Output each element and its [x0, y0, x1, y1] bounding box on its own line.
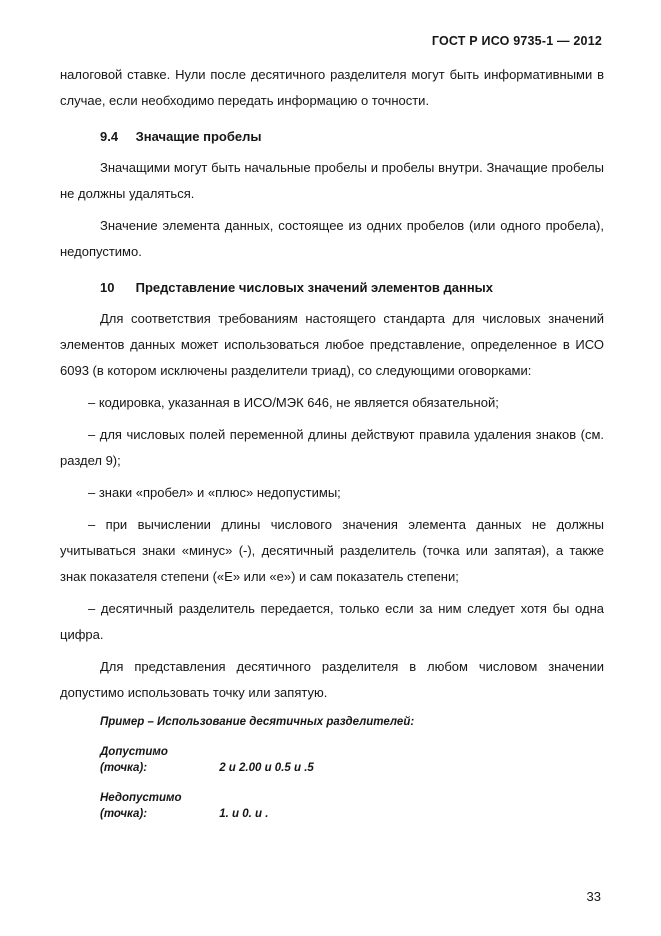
paragraph-decimal-representation: Для представления десятичного разделителя в любом числовом значении допустимо использовать точку или запятую. — [60, 659, 604, 700]
list-item-decimal-separator: – десятичный разделитель передается, только если за ним следует хотя бы одна цифра. — [60, 601, 604, 642]
example-row — [100, 744, 604, 776]
list-item-encoding: – кодировка, указанная в ИСО/МЭК 646, не является обязательной; — [88, 395, 499, 410]
document-body — [60, 62, 604, 836]
paragraph-significant-spaces-1: Значащими могут быть начальные пробелы и пробелы внутри. Значащие пробелы не должны удаляться. — [60, 160, 604, 201]
example-value-allowed: 2 и 2.00 и 0.5 и .5 — [219, 762, 314, 774]
document-header: ГОСТ Р ИСО 9735-1 — 2012 — [431, 34, 602, 48]
page-number: 33 — [586, 889, 601, 904]
example-title: Пример – Использование десятичных разделителей: — [100, 716, 415, 728]
section-title: Значащие пробелы — [135, 129, 262, 144]
section-heading-10 — [60, 275, 604, 301]
list-item-space-plus: – знаки «пробел» и «плюс» недопустимы; — [88, 485, 341, 500]
example-row — [100, 790, 604, 822]
example-label-not-allowed: Недопустимо (точка): — [100, 792, 182, 820]
paragraph-significant-spaces-2: Значение элемента данных, состоящее из одних пробелов (или одного пробела), недопустимо. — [60, 218, 604, 259]
example-block — [60, 714, 604, 822]
section-number: 9.4 — [100, 129, 119, 144]
paragraph-numeric-intro: Для соответствия требованиям настоящего стандарта для числовых значений элементов данных может использоваться любое представление, определенное в ИСО 6093 (в котором исключены разделители триад), со следующими оговорками: — [60, 311, 604, 378]
section-number: 10 — [100, 280, 115, 295]
section-title: Представление числовых значений элементов данных — [135, 280, 494, 295]
paragraph-continuation: налоговой ставке. Нули после десятичного разделителя могут быть информативными в случае, если необходимо передать информацию о точности. — [60, 67, 604, 108]
section-heading-9-4 — [60, 124, 604, 150]
example-label-allowed: Допустимо (точка): — [100, 746, 168, 774]
list-item-variable-length: – для числовых полей переменной длины действуют правила удаления знаков (см. раздел 9); — [60, 427, 604, 468]
example-value-not-allowed: 1. и 0. и . — [219, 808, 269, 820]
list-item-length-calculation: – при вычислении длины числового значения элемента данных не должны учитываться знаки «минус» (-), десятичный разделитель (точка или запятая), а также знак показателя степени («Е» или «е») и сам показатель степени; — [60, 517, 604, 584]
